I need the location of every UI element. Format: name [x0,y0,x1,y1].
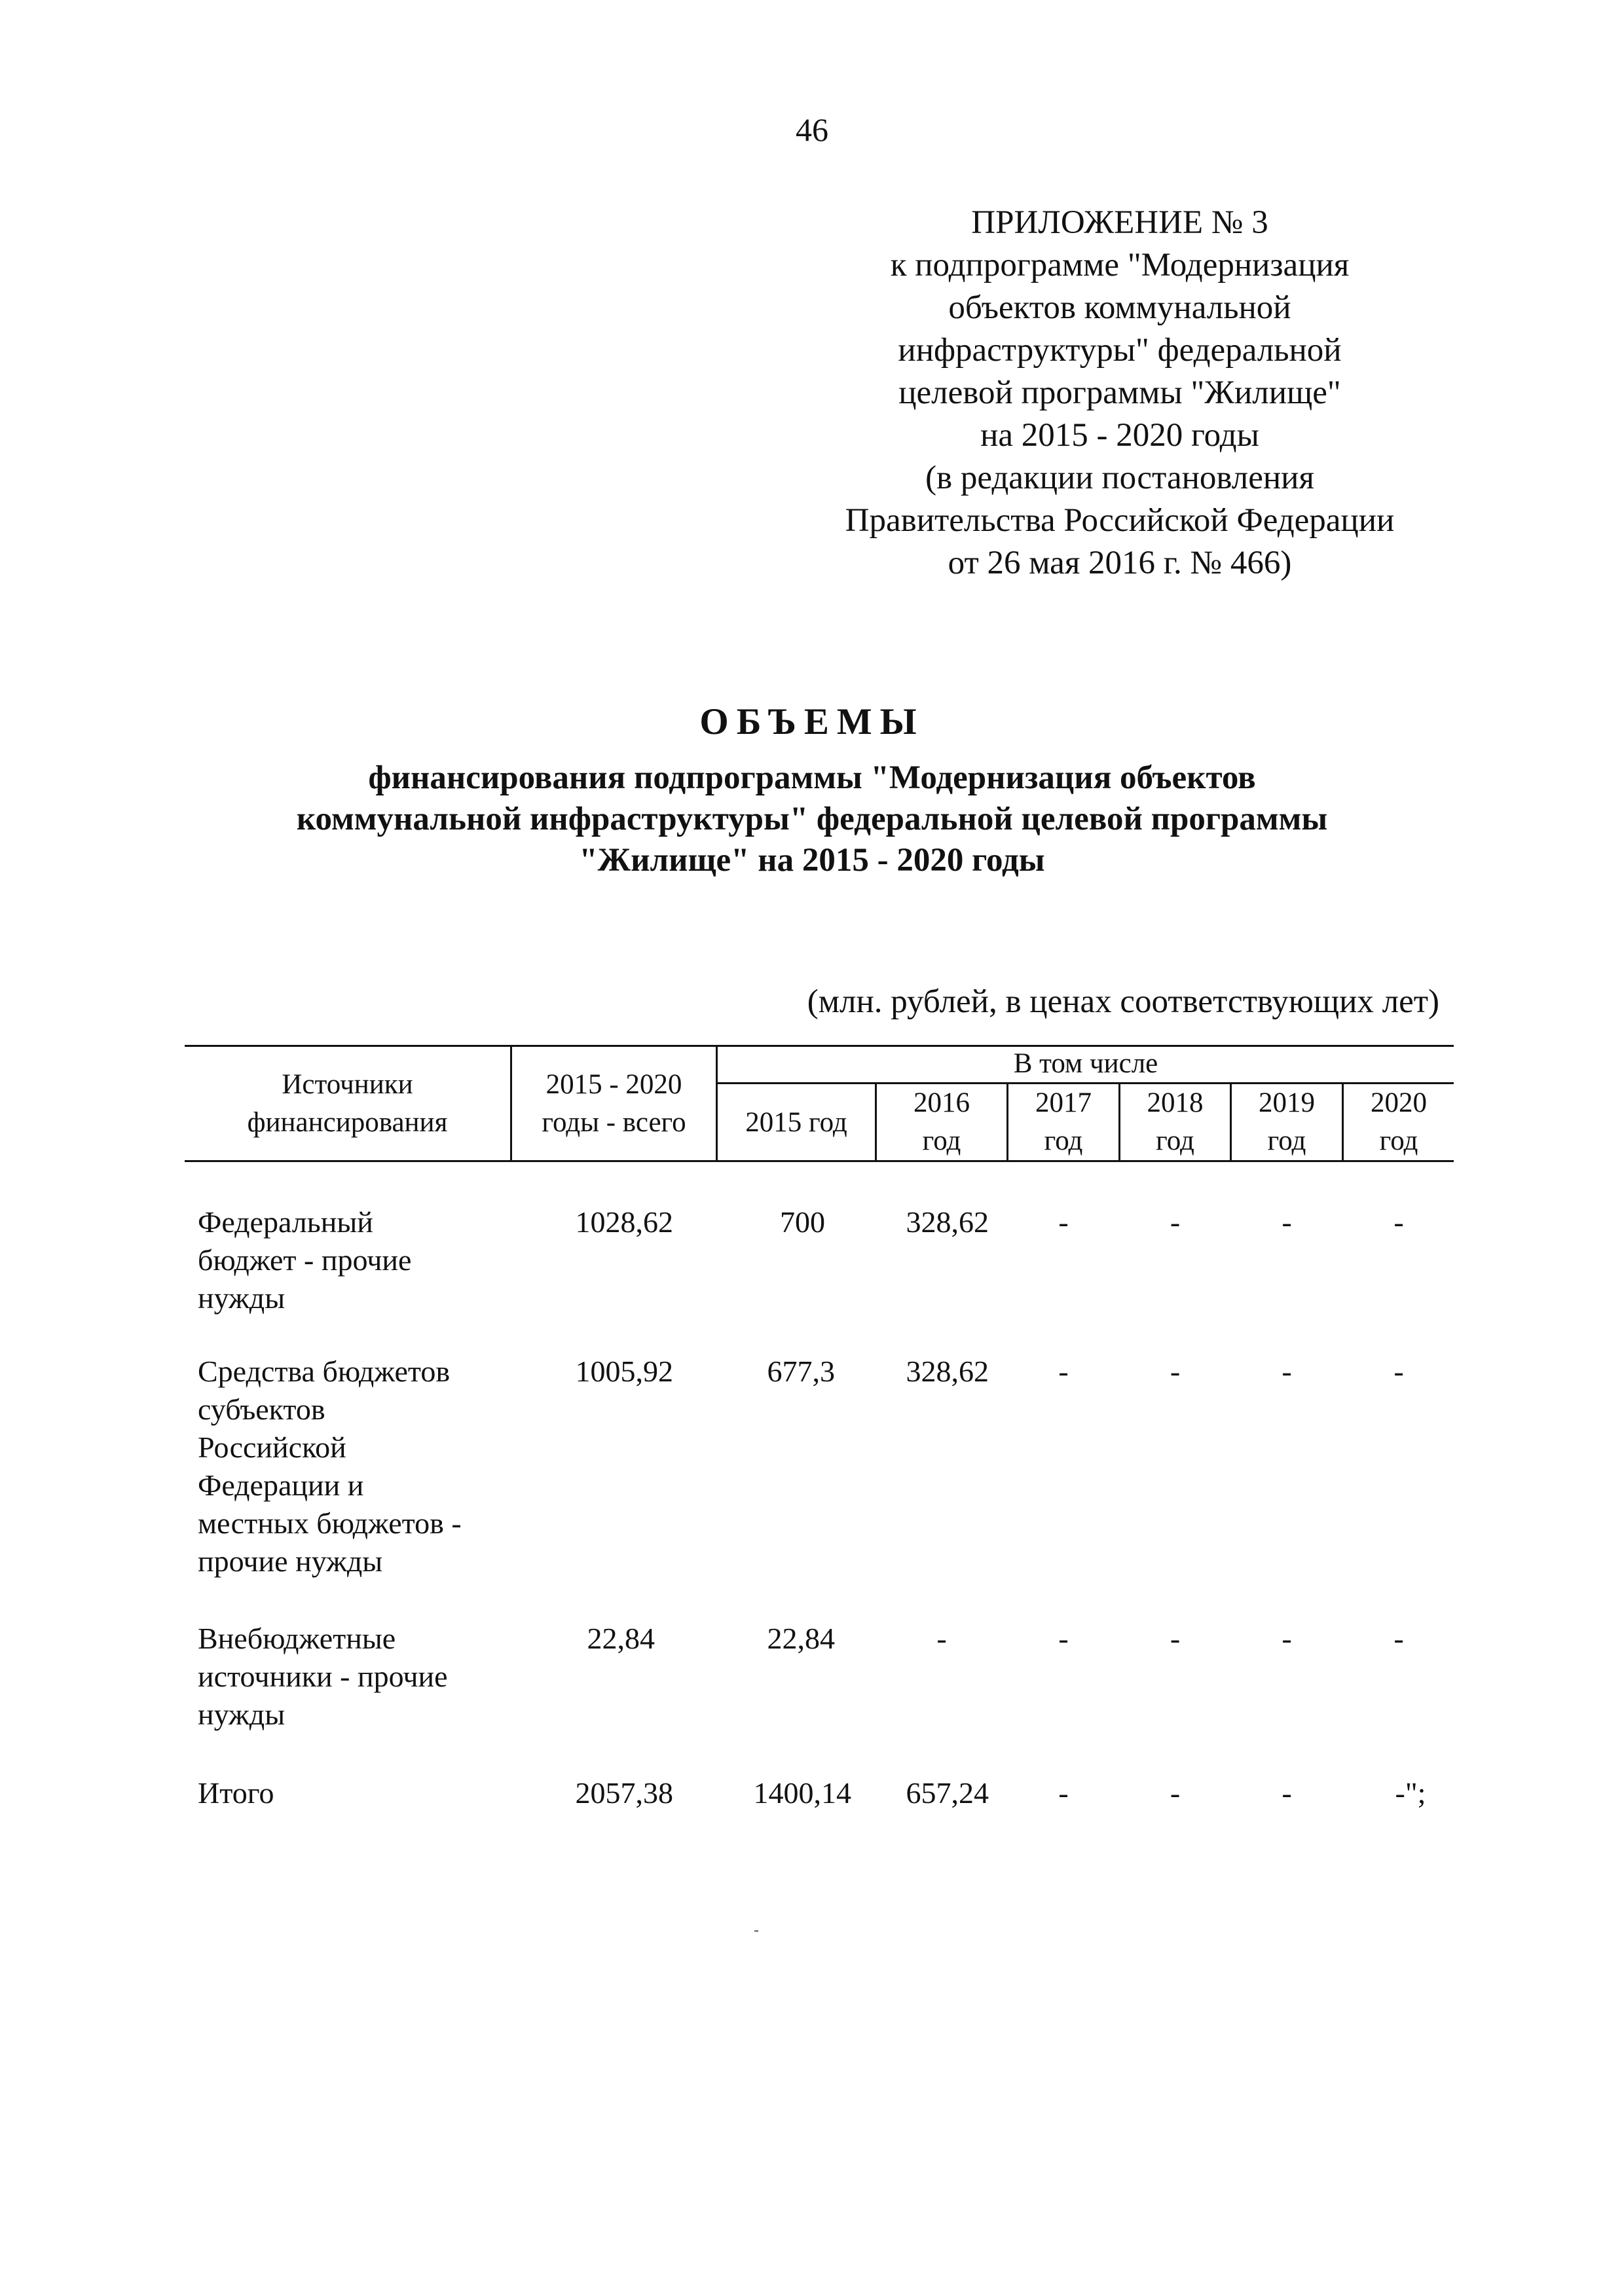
row-label-line: бюджет - прочие [198,1243,412,1277]
appendix-line: Правительства Российской Федерации [845,502,1395,539]
header-2020 [1344,1084,1454,1160]
header-text: 2016 [913,1087,970,1118]
header-text: 2019 [1259,1087,1315,1118]
cell-total: 1005,92 [575,1355,673,1388]
cell-2020: - [1393,1205,1404,1239]
cell-2017: - [1058,1776,1069,1810]
header-text: годы - всего [542,1107,686,1138]
row-label-line: субъектов [198,1393,325,1426]
row-label-line: Внебюджетные [198,1622,396,1655]
cell-2017: - [1058,1622,1069,1655]
subtitle-line: финансирования подпрограммы "Модернизация объектов [368,759,1256,796]
header-text: 2020 [1371,1087,1427,1118]
row-label-line: Российской [198,1430,346,1464]
appendix-line: (в редакции постановления [925,460,1314,496]
row-label-line: источники - прочие [198,1660,448,1693]
cell-2016: 328,62 [906,1205,989,1239]
cell-2018: - [1170,1776,1181,1810]
header-total [512,1066,716,1142]
cell-2015: 700 [780,1205,825,1239]
cell-2019: - [1282,1776,1292,1810]
cell-2019: - [1282,1205,1292,1239]
cell-2015: 22,84 [767,1622,835,1655]
cell-2018: - [1170,1355,1181,1388]
appendix-line: к подпрограмме "Модернизация [890,247,1350,283]
header-sources [185,1066,510,1142]
cell-2019: - [1282,1355,1292,1388]
header-text: год [922,1125,961,1156]
units-note: (млн. рублей, в ценах соответствующих лет) [807,983,1439,1020]
row-label-line: нужды [198,1698,286,1731]
cell-2020: -"; [1395,1776,1426,1810]
cell-2017: - [1058,1355,1069,1388]
page-number: 46 [796,111,828,148]
appendix-line: на 2015 - 2020 годы [980,417,1259,454]
header-2017 [1008,1084,1118,1160]
row-label-extrabudgetary [198,1620,512,1734]
scan-speck [754,1930,758,1932]
row-label-line: Федеральный [198,1205,373,1239]
cell-2016: 657,24 [906,1776,989,1810]
appendix-line: объектов коммунальной [948,289,1291,326]
appendix-line: ПРИЛОЖЕНИЕ № 3 [971,204,1268,241]
subtitle-line: коммунальной инфраструктуры" федеральной целевой программы [296,801,1328,837]
cell-2017: - [1058,1205,1069,1239]
header-text: 2015 - 2020 [545,1069,682,1100]
cell-2016: - [936,1622,947,1655]
appendix-heading [747,202,1493,585]
header-including: В том числе [1013,1048,1158,1079]
appendix-line: от 26 мая 2016 г. № 466) [948,545,1292,581]
header-text: год [1267,1125,1306,1156]
cell-2016: 328,62 [906,1355,989,1388]
row-label-regional [198,1353,512,1580]
row-label-line: местных бюджетов - [198,1506,462,1540]
cell-total: 22,84 [587,1622,655,1655]
header-text: 2018 [1147,1087,1204,1118]
header-2019 [1232,1084,1342,1160]
row-label-line: нужды [198,1281,286,1315]
header-text: год [1379,1125,1418,1156]
cell-2018: - [1170,1205,1181,1239]
cell-2020: - [1393,1622,1404,1655]
cell-2018: - [1170,1622,1181,1655]
row-label-total [198,1774,512,1812]
cell-2015: 1400,14 [753,1776,851,1810]
cell-2019: - [1282,1622,1292,1655]
header-text: год [1044,1125,1083,1156]
header-text: год [1156,1125,1194,1156]
header-2016 [877,1084,1006,1160]
header-2015: 2015 год [745,1107,847,1138]
cell-2015: 677,3 [767,1355,835,1388]
document-title: ОБЪЕМЫ [699,701,925,742]
cell-2020: - [1393,1355,1404,1388]
appendix-line: целевой программы "Жилище" [898,374,1341,411]
document-subtitle [157,757,1467,881]
row-label-federal [198,1203,512,1317]
cell-total: 2057,38 [575,1776,673,1810]
row-label-line: прочие нужды [198,1544,383,1578]
subtitle-line: "Жилище" на 2015 - 2020 годы [579,842,1045,879]
header-text: финансирования [247,1107,448,1138]
appendix-line: инфраструктуры" федеральной [898,332,1342,369]
row-label-line: Итого [198,1776,274,1810]
header-bottom-rule [185,1160,1454,1162]
header-text: 2017 [1035,1087,1092,1118]
header-2018 [1120,1084,1230,1160]
cell-total: 1028,62 [575,1205,673,1239]
header-text: Источники [282,1069,413,1100]
row-label-line: Средства бюджетов [198,1355,451,1388]
row-label-line: Федерации и [198,1468,364,1502]
